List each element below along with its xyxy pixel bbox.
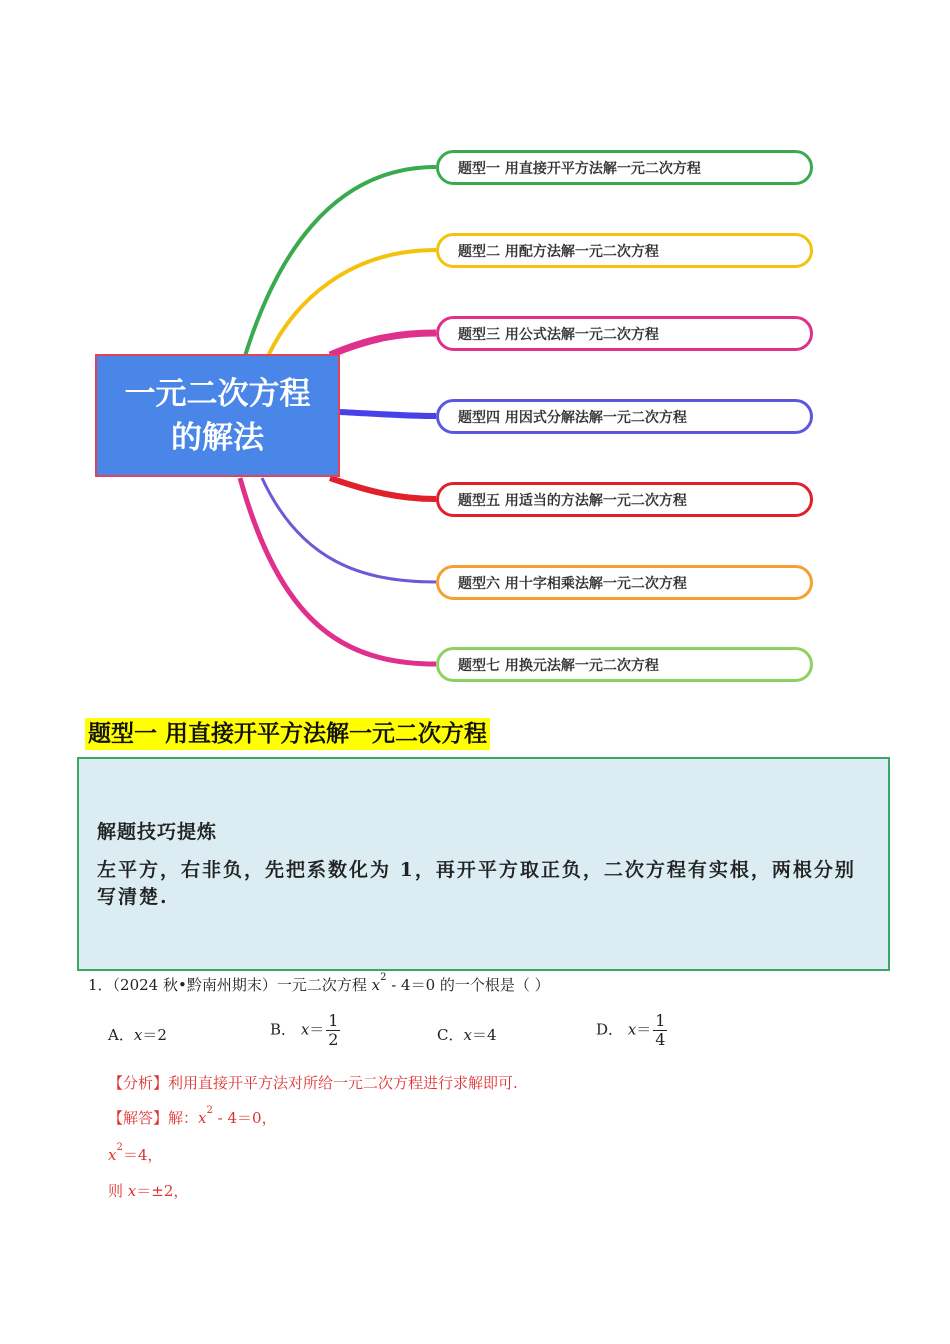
branch-5: 题型五 用适当的方法解一元二次方程 bbox=[436, 482, 813, 517]
tip-body: 左平方，右非负，先把系数化为 1，再开平方取正负，二次方程有实根，两根分别写清楚. bbox=[97, 859, 856, 908]
option-d-numerator: 1 bbox=[655, 1011, 666, 1030]
option-a-text: ＝2 bbox=[142, 1026, 167, 1044]
answer-prefix: 解： bbox=[168, 1109, 199, 1127]
answer-line-3-var: x bbox=[127, 1182, 137, 1200]
connector-5 bbox=[330, 478, 436, 499]
question-var: x bbox=[371, 976, 381, 994]
connector-1 bbox=[245, 167, 436, 356]
tip-box bbox=[77, 757, 890, 971]
connector-2 bbox=[268, 250, 436, 356]
option-d-fraction bbox=[653, 1012, 667, 1049]
question-source: （2024 秋•黔南州期末）一元二次方程 bbox=[112, 976, 372, 994]
connector-3 bbox=[330, 333, 436, 355]
answer-line-3-prefix: 则 bbox=[108, 1182, 128, 1200]
analysis-tag: 【分析】 bbox=[108, 1074, 169, 1092]
answer-line-2 bbox=[108, 1144, 162, 1165]
option-b bbox=[270, 1012, 340, 1049]
answer-line-3 bbox=[108, 1180, 188, 1201]
option-c-text: ＝4 bbox=[471, 1026, 497, 1044]
section-title: 题型一 用直接开平方法解一元二次方程 bbox=[85, 718, 490, 750]
question-number: 1． bbox=[88, 976, 113, 994]
answer-line-2-tail: ＝4， bbox=[122, 1146, 163, 1164]
answer-line-2-var: x bbox=[108, 1146, 117, 1164]
branch-4: 题型四 用因式分解法解一元二次方程 bbox=[436, 399, 813, 434]
tip-heading: 解题技巧提炼 bbox=[97, 821, 218, 843]
option-c-label: C． bbox=[437, 1026, 464, 1044]
option-a-label: A． bbox=[108, 1026, 134, 1044]
analysis-line bbox=[108, 1072, 518, 1093]
option-a bbox=[108, 1024, 167, 1045]
branch-3: 题型三 用公式法解一元二次方程 bbox=[436, 316, 813, 351]
connector-4 bbox=[340, 412, 436, 416]
option-d bbox=[596, 1012, 667, 1049]
branch-2: 题型二 用配方法解一元二次方程 bbox=[436, 233, 813, 268]
answer-line-1-var: x bbox=[198, 1109, 207, 1127]
answer-line-2-exp: 2 bbox=[116, 1142, 123, 1153]
option-b-numerator: 1 bbox=[328, 1011, 339, 1030]
option-b-fraction bbox=[326, 1012, 340, 1049]
option-d-denominator: 4 bbox=[655, 1030, 666, 1049]
question-stem bbox=[88, 974, 550, 995]
option-b-var: x bbox=[300, 1020, 310, 1039]
answer-line-3-tail: ＝±2， bbox=[136, 1182, 189, 1200]
answer-tag: 【解答】 bbox=[108, 1109, 169, 1127]
question-tail: - 4＝0 的一个根是（ ） bbox=[386, 976, 550, 994]
mindmap-center-title: 一元二次方程的解法 bbox=[95, 354, 340, 477]
option-c bbox=[437, 1024, 497, 1045]
answer-line-1 bbox=[108, 1107, 277, 1128]
answer-line-1-tail: - 4＝0， bbox=[212, 1109, 277, 1127]
option-b-eq: ＝ bbox=[309, 1020, 325, 1039]
answer-line-1-exp: 2 bbox=[206, 1105, 213, 1116]
branch-6: 题型六 用十字相乘法解一元二次方程 bbox=[436, 565, 813, 600]
option-d-eq: ＝ bbox=[636, 1020, 652, 1039]
question-exp: 2 bbox=[380, 972, 387, 983]
branch-7: 题型七 用换元法解一元二次方程 bbox=[436, 647, 813, 682]
branch-1: 题型一 用直接开平方法解一元二次方程 bbox=[436, 150, 813, 185]
analysis-text: 利用直接开平方法对所给一元二次方程进行求解即可. bbox=[168, 1074, 518, 1092]
option-d-label: D． bbox=[596, 1020, 624, 1039]
option-d-var: x bbox=[627, 1020, 637, 1039]
option-b-label: B． bbox=[270, 1020, 297, 1039]
option-c-var: x bbox=[463, 1026, 472, 1044]
connector-6 bbox=[262, 478, 436, 582]
option-a-var: x bbox=[133, 1026, 143, 1044]
connector-7 bbox=[240, 478, 436, 664]
option-b-denominator: 2 bbox=[328, 1030, 339, 1049]
